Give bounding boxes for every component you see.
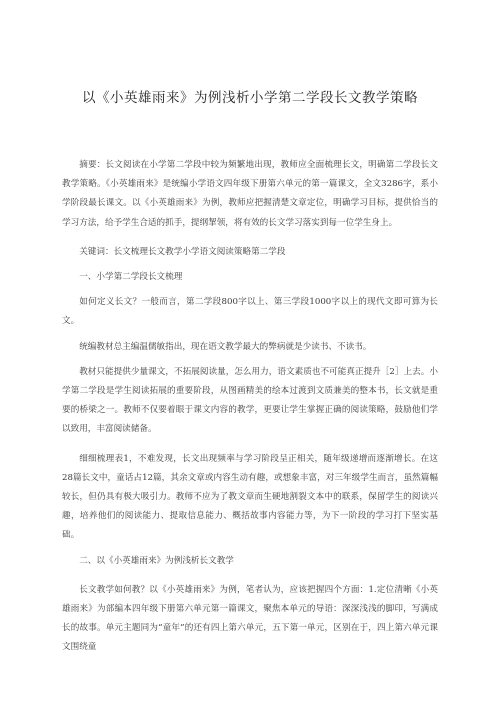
document-body	[62, 156, 438, 658]
document-title: 以《小英雄雨来》为例浅析小学第二学段长文教学策略	[82, 90, 418, 106]
body-paragraph: 细细梳理表1，不难发现，长文出现频率与学习阶段呈正相关，随年级递增而逐渐增长。在这28篇长文中，童话占12篇，其余文章或内容生动有趣，或想象丰富，对三年级学生而言，虽然篇幅较长，但仍具有极大吸引力。教师不应为了教文章而生硬地割裂文本中的联系，保留学生的阅读兴趣，培养他们的阅读能力、提取信息能力、概括故事内容能力等，为下一阶段的学习打下坚实基础。	[62, 453, 438, 541]
abstract-paragraph: 摘要：长文阅读在小学第二学段中较为频繁地出现，教师应全面梳理长文，明确第二学段长文教学策略。《小英雄雨来》是统编小学语文四年级下册第六单元的第一篇课文，全文3286字，系小学阶段最长课文。以《小英雄雨来》为例，教师应把握清楚文章定位，明确学习目标，提供恰当的学习方法，给予学生合适的抓手，提纲挈领，将有效的长文学习落实到每一位学生身上。	[62, 160, 438, 228]
body-paragraph: 统编教材总主编温儒敏指出，现在语文教学最大的弊病就是少读书、不读书。	[79, 341, 372, 352]
section-heading-2: 二、以《小英雄雨来》为例浅析长文教学	[79, 555, 234, 566]
section-heading-1: 一、小学第二学段长文梳理	[79, 272, 183, 283]
keywords-line: 关键词：长文梳理长文教学小学语文阅读策略第二学段	[79, 246, 286, 257]
body-paragraph: 长文教学如何教？以《小英雄雨来》为例，笔者认为，应该把握四个方面：1.定位清晰《小英雄雨来》为部编本四年级下册第六单元第一篇课文，聚焦本单元的导语：深深浅浅的脚印，写满成长的故事。单元主题同为“童年”的还有四上第六单元，五下第一单元，区别在于，四上第六单元课文围绕童	[62, 584, 438, 653]
body-paragraph: 如何定义长文？一般而言，第二学段800字以上、第三学段1000字以上的现代文即可算为长文。	[62, 297, 438, 327]
body-paragraph: 教材只能提供少量课文，不拓展阅读量，怎么用力，语文素质也不可能真正提升［2］上去。小学第二学段是学生阅读拓展的重要阶段，从图画精美的绘本过渡到文质兼美的整本书，长文就是重要的桥梁之一。教师不仅要着眼于课文内容的教学，更要让学生掌握正确的阅读策略，鼓励他们学以致用，丰富阅读储备。	[62, 366, 438, 435]
